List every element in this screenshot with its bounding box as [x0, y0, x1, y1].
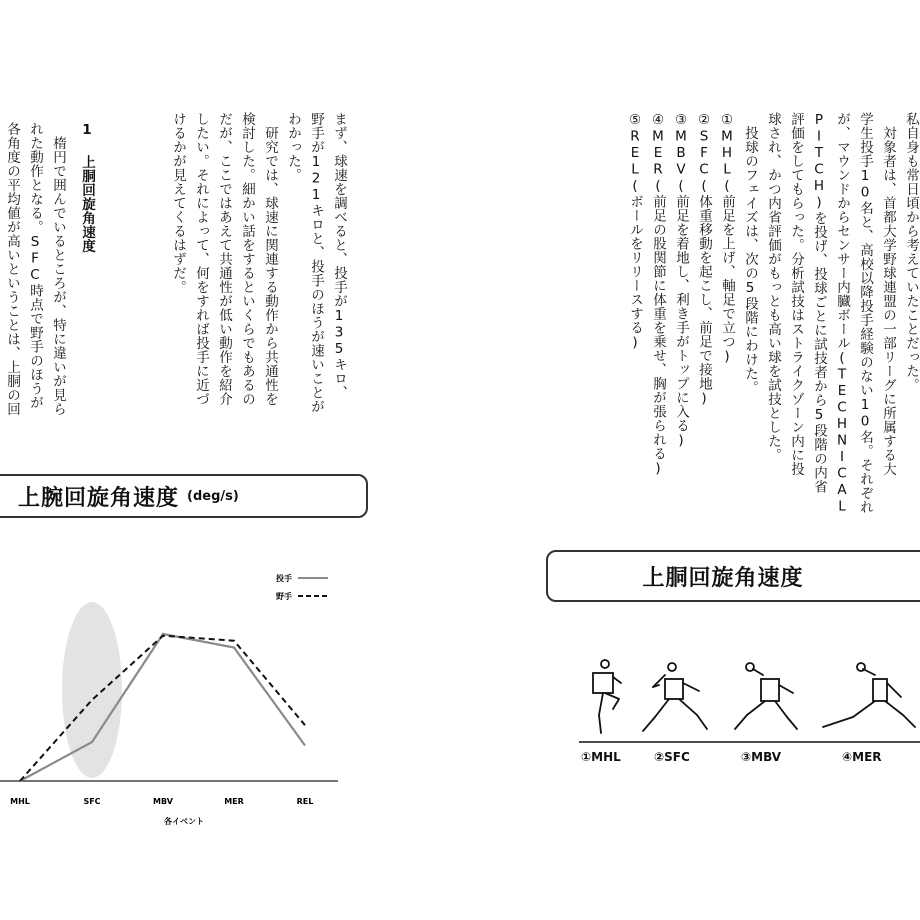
x-tick-label: SFC [83, 797, 101, 806]
x-tick-label: MBV [153, 797, 173, 806]
figure-caption-sfc: ②SFC [654, 750, 690, 764]
text-line: 学生投手10名と、高校以降投手経験のない10名。それぞれ [857, 112, 873, 514]
text-line: 評価をしてもらった。分析試技はストライクゾーン内に投 [788, 112, 804, 476]
text-line: が、マウンドからセンサー内臓ボール(TECHNICAL [834, 112, 850, 515]
legend [276, 573, 328, 601]
legend-label-fielder: 野手 [276, 592, 292, 601]
pitching-figures [575, 655, 920, 745]
phase-item: ②SFC(体重移動を起こし、前足で接地) [696, 112, 712, 407]
phase-item: ①MHL(前足を上げ、軸足で立つ) [719, 112, 735, 365]
legend-label-pitcher: 投手 [276, 574, 292, 583]
text-line: PITCH)を投げ、投球ごとに試技者から5段階の内省 [811, 112, 827, 494]
line-chart [0, 540, 360, 840]
text-line: 検討した。細かい話をするといくらでもあるの [239, 112, 255, 406]
chart-header-title: 上腕回旋角速度 [18, 485, 180, 511]
text-line: 研究では、球速に関連する動作から共通性を [262, 126, 278, 406]
text-line: 対象者は、首都大学野球連盟の一部リーグに所属する大 [880, 126, 896, 476]
text-line: 私自身も常日頃から考えていたことだった。 [903, 112, 919, 392]
phase-item: ③MBV(前足を着地し、利き手がトップに入る) [673, 112, 689, 449]
text-line: わかった。 [285, 112, 301, 182]
text-line: れた動作となる。SFC時点で野手のほうが [27, 122, 43, 410]
section-header [546, 550, 920, 602]
text-line: けるかが見えてくるはずだ。 [170, 112, 186, 294]
text-line: まず、球速を調べると、投手が135キロ、 [331, 112, 347, 400]
figure-caption-mbv: ③MBV [741, 750, 782, 764]
section-header-title: 上胴回旋角速度 [642, 565, 804, 591]
phase-item: ④MER(前足の股関節に体重を乗せ、胸が張られる) [650, 112, 666, 477]
text-line: 楕円で囲んでいるところが、特に違いが見ら [50, 136, 66, 416]
x-tick-label: MHL [10, 797, 30, 806]
section-heading: 1 上胴回旋角速度 [79, 122, 95, 253]
figure-sfc [643, 663, 707, 731]
left-section-text [0, 122, 98, 452]
text-line: だが、ここではあえて共通性が低い動作を紹介 [216, 112, 232, 406]
chart-header-unit: (deg/s) [187, 488, 239, 504]
text-line: 球され、かつ内省評価がもっとも高い球を試技とした。 [765, 112, 781, 462]
phase-item: ⑤REL(ボールをリリースする) [627, 112, 643, 351]
highlight-ellipse [62, 602, 122, 778]
text-line: 投球のフェイズは、次の5段階にわけた。 [742, 126, 758, 395]
figure-mhl [593, 660, 621, 733]
x-axis-label: 各イベント [164, 817, 204, 826]
left-intro-text [166, 112, 350, 472]
text-line: したい。それによって、何をすれば投手に近づ [193, 112, 209, 406]
figure-mer [823, 663, 915, 727]
x-tick-label: MER [224, 797, 244, 806]
figure-mbv [735, 663, 797, 729]
figure-caption-mer: ④MER [842, 750, 882, 764]
figure-caption-mhl: ①MHL [581, 750, 621, 764]
text-line: 各角度の平均値が高いということは、上胴の回 [4, 122, 20, 416]
x-tick-label: REL [296, 797, 314, 806]
text-line: 野手が121キロと、投手のほうが速いことが [308, 112, 324, 414]
right-body-text [623, 112, 920, 552]
chart-header [0, 474, 368, 518]
